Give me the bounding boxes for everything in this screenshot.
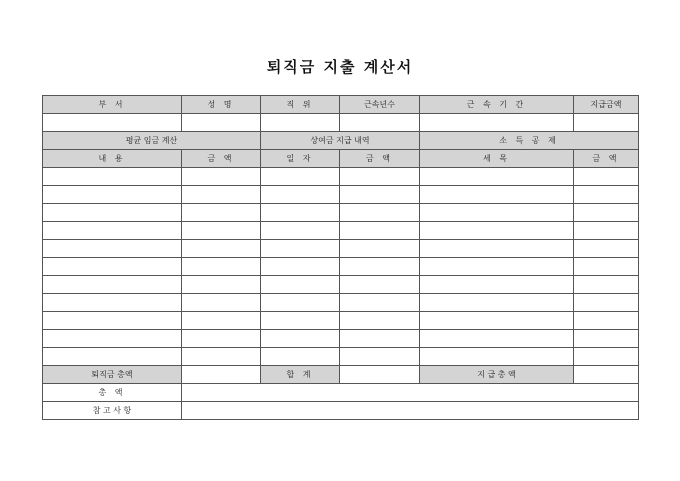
name-cell[interactable] <box>182 114 261 132</box>
deduction-amount-cell[interactable] <box>574 348 639 366</box>
retirement-total-cell[interactable] <box>182 366 261 384</box>
bonus-amount-cell[interactable] <box>340 222 420 240</box>
info-input-row <box>43 114 639 132</box>
settlement-form-table <box>42 95 639 420</box>
tax-item-cell[interactable] <box>420 276 574 294</box>
department-header: 부 서 <box>43 96 182 114</box>
date-cell[interactable] <box>261 222 340 240</box>
entry-row <box>43 294 639 312</box>
entry-row <box>43 348 639 366</box>
bonus-amount-cell[interactable] <box>340 258 420 276</box>
content-cell[interactable] <box>43 240 182 258</box>
position-header: 직 위 <box>261 96 340 114</box>
tax-item-cell[interactable] <box>420 168 574 186</box>
content-cell[interactable] <box>43 168 182 186</box>
deduction-amount-cell[interactable] <box>574 240 639 258</box>
wage-amount-cell[interactable] <box>182 294 261 312</box>
date-cell[interactable] <box>261 186 340 204</box>
entry-row <box>43 186 639 204</box>
date-cell[interactable] <box>261 294 340 312</box>
bonus-amount-cell[interactable] <box>340 240 420 258</box>
entry-row <box>43 168 639 186</box>
bonus-amount-cell[interactable] <box>340 330 420 348</box>
entry-row <box>43 276 639 294</box>
bonus-amount-cell[interactable] <box>340 294 420 312</box>
bonus-amount-cell[interactable] <box>340 204 420 222</box>
deduction-amount-cell[interactable] <box>574 276 639 294</box>
wage-amount-cell[interactable] <box>182 258 261 276</box>
tax-item-cell[interactable] <box>420 258 574 276</box>
tax-item-header: 세 목 <box>420 150 574 168</box>
wage-amount-cell[interactable] <box>182 204 261 222</box>
deduction-amount-cell[interactable] <box>574 258 639 276</box>
date-cell[interactable] <box>261 276 340 294</box>
header-row-1 <box>43 96 639 114</box>
avg-wage-section-header: 평균 임금 계산 <box>43 132 261 150</box>
date-cell[interactable] <box>261 204 340 222</box>
payment-amount-cell[interactable] <box>574 114 639 132</box>
entry-row <box>43 312 639 330</box>
content-header: 내 용 <box>43 150 182 168</box>
years-of-service-cell[interactable] <box>340 114 420 132</box>
wage-amount-cell[interactable] <box>182 222 261 240</box>
payment-total-label: 지 급 총 액 <box>420 366 574 384</box>
content-cell[interactable] <box>43 294 182 312</box>
wage-amount-cell[interactable] <box>182 276 261 294</box>
total-row <box>43 384 639 402</box>
deduction-amount-cell[interactable] <box>574 330 639 348</box>
tax-item-cell[interactable] <box>420 204 574 222</box>
entry-row <box>43 240 639 258</box>
tax-item-cell[interactable] <box>420 312 574 330</box>
deduction-amount-cell[interactable] <box>574 186 639 204</box>
tax-item-cell[interactable] <box>420 348 574 366</box>
wage-amount-header: 금 액 <box>182 150 261 168</box>
department-cell[interactable] <box>43 114 182 132</box>
entry-row <box>43 258 639 276</box>
years-of-service-header: 근속년수 <box>340 96 420 114</box>
section-header-row <box>43 132 639 150</box>
content-cell[interactable] <box>43 186 182 204</box>
tax-item-cell[interactable] <box>420 294 574 312</box>
sum-label: 합 계 <box>261 366 340 384</box>
content-cell[interactable] <box>43 222 182 240</box>
sum-cell[interactable] <box>340 366 420 384</box>
date-cell[interactable] <box>261 168 340 186</box>
entry-row <box>43 204 639 222</box>
deduction-amount-cell[interactable] <box>574 222 639 240</box>
deduction-amount-cell[interactable] <box>574 294 639 312</box>
total-amount-label: 총 액 <box>43 384 182 402</box>
tax-item-cell[interactable] <box>420 330 574 348</box>
bonus-section-header: 상여금 지급 내역 <box>261 132 420 150</box>
tax-item-cell[interactable] <box>420 186 574 204</box>
service-period-cell[interactable] <box>420 114 574 132</box>
deduction-amount-cell[interactable] <box>574 312 639 330</box>
payment-total-cell[interactable] <box>574 366 639 384</box>
bonus-amount-cell[interactable] <box>340 348 420 366</box>
notes-label: 참 고 사 항 <box>43 402 182 420</box>
deduction-amount-cell[interactable] <box>574 204 639 222</box>
deduction-amount-cell[interactable] <box>574 168 639 186</box>
bonus-amount-cell[interactable] <box>340 168 420 186</box>
total-amount-cell[interactable] <box>182 384 639 402</box>
wage-amount-cell[interactable] <box>182 312 261 330</box>
payment-amount-header: 지급금액 <box>574 96 639 114</box>
bonus-amount-cell[interactable] <box>340 312 420 330</box>
content-cell[interactable] <box>43 258 182 276</box>
deduction-amount-header: 금 액 <box>574 150 639 168</box>
content-cell[interactable] <box>43 312 182 330</box>
date-cell[interactable] <box>261 348 340 366</box>
date-cell[interactable] <box>261 312 340 330</box>
notes-row <box>43 402 639 420</box>
content-cell[interactable] <box>43 348 182 366</box>
bonus-amount-cell[interactable] <box>340 276 420 294</box>
wage-amount-cell[interactable] <box>182 330 261 348</box>
name-header: 성 명 <box>182 96 261 114</box>
retirement-total-label: 퇴직금 총액 <box>43 366 182 384</box>
tax-deduction-section-header: 소 득 공 제 <box>420 132 639 150</box>
entry-row <box>43 330 639 348</box>
date-cell[interactable] <box>261 330 340 348</box>
bonus-amount-cell[interactable] <box>340 186 420 204</box>
bonus-amount-header: 금 액 <box>340 150 420 168</box>
date-cell[interactable] <box>261 258 340 276</box>
date-cell[interactable] <box>261 240 340 258</box>
wage-amount-cell[interactable] <box>182 168 261 186</box>
column-header-row <box>43 150 639 168</box>
tax-item-cell[interactable] <box>420 240 574 258</box>
notes-cell[interactable] <box>182 402 639 420</box>
document-title: 퇴직금 지출 계산서 <box>266 58 414 76</box>
date-header: 일 자 <box>261 150 340 168</box>
wage-amount-cell[interactable] <box>182 348 261 366</box>
service-period-header: 근 속 기 간 <box>420 96 574 114</box>
summary-row <box>43 366 639 384</box>
tax-item-cell[interactable] <box>420 222 574 240</box>
content-cell[interactable] <box>43 330 182 348</box>
position-cell[interactable] <box>261 114 340 132</box>
wage-amount-cell[interactable] <box>182 240 261 258</box>
wage-amount-cell[interactable] <box>182 186 261 204</box>
entry-row <box>43 222 639 240</box>
content-cell[interactable] <box>43 276 182 294</box>
content-cell[interactable] <box>43 204 182 222</box>
